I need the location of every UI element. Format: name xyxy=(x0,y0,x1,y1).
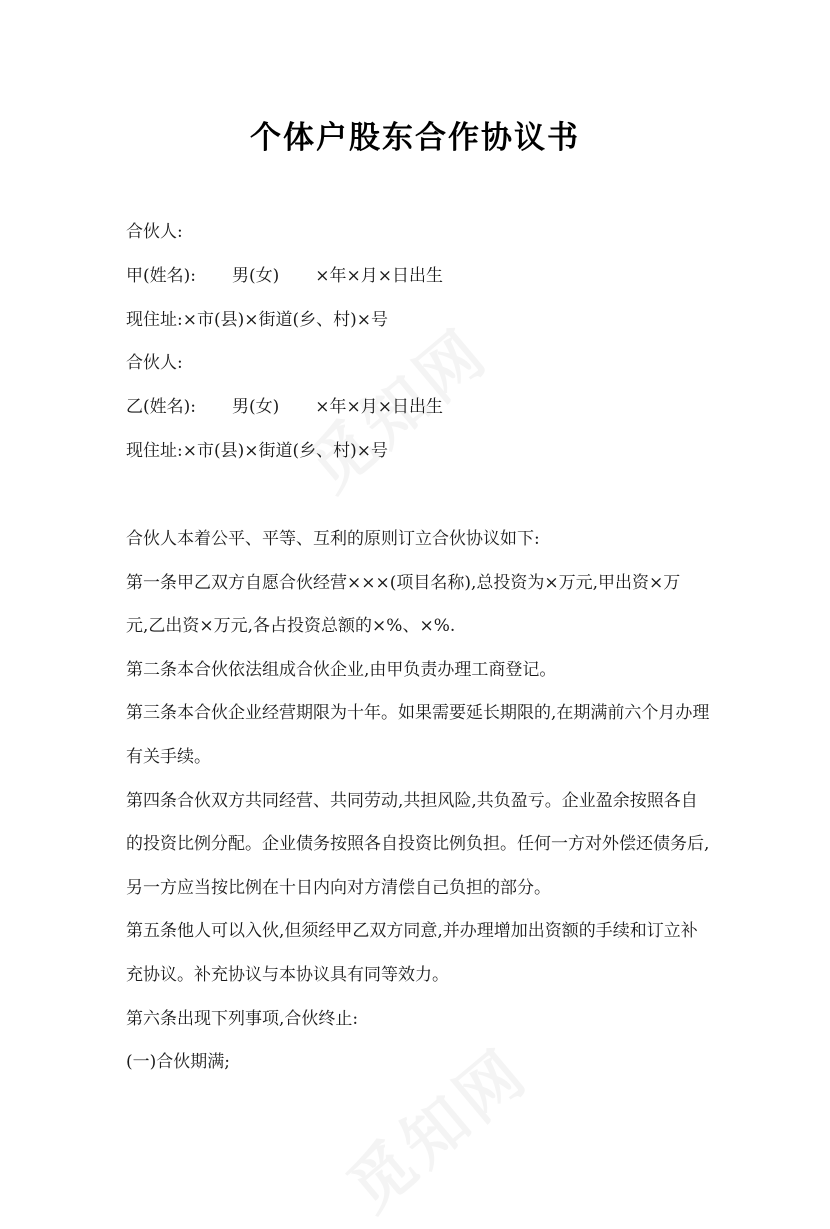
party-b-birth: ×年×月×日出生 xyxy=(315,397,443,417)
clause-line: 有关手续。 xyxy=(126,747,211,767)
party-b-info-row xyxy=(126,395,443,419)
clause-line: 充协议。补充协议与本协议具有同等效力。 xyxy=(126,965,449,985)
clause-line: 第二条本合伙依法组成合伙企业,由甲负责办理工商登记。 xyxy=(126,660,557,680)
party-a-address: 现住址:×市(县)×街道(乡、村)×号 xyxy=(126,310,388,330)
party-b-label: 合伙人: xyxy=(126,353,183,373)
party-a-info-row xyxy=(126,264,443,288)
party-a-gender: 男(女) xyxy=(232,266,280,286)
party-a-name-label: 甲(姓名): xyxy=(126,266,196,286)
watermark xyxy=(325,1023,545,1228)
party-b-gender: 男(女) xyxy=(232,397,280,417)
agreement-intro: 合伙人本着公平、平等、互利的原则订立合伙协议如下: xyxy=(126,529,540,549)
clause-line: 的投资比例分配。企业债务按照各自投资比例负担。任何一方对外偿还债务后, xyxy=(126,834,710,854)
clause-line: 第四条合伙双方共同经营、共同劳动,共担风险,共负盈亏。企业盈余按照各自 xyxy=(126,791,698,811)
clause-line: 第六条出现下列事项,合伙终止: xyxy=(126,1009,359,1029)
party-a-birth: ×年×月×日出生 xyxy=(315,266,443,286)
clause-line: 第三条本合伙企业经营期限为十年。如果需要延长期限的,在期满前六个月办理 xyxy=(126,703,710,723)
document-title: 个体户股东合作协议书 xyxy=(250,120,580,156)
clause-line: 另一方应当按比例在十日内向对方清偿自己负担的部分。 xyxy=(126,878,551,898)
party-a-label: 合伙人: xyxy=(126,222,183,242)
clause-line: 第五条他人可以入伙,但须经甲乙双方同意,并办理增加出资额的手续和订立补 xyxy=(126,921,698,941)
clause-line: (一)合伙期满; xyxy=(126,1052,230,1072)
party-b-address: 现住址:×市(县)×街道(乡、村)×号 xyxy=(126,441,388,461)
party-b-name-label: 乙(姓名): xyxy=(126,397,196,417)
clause-line: 第一条甲乙双方自愿合伙经营×××(项目名称),总投资为×万元,甲出资×万 xyxy=(126,573,681,593)
clause-line: 元,乙出资×万元,各占投资总额的×%、×%. xyxy=(126,616,456,636)
